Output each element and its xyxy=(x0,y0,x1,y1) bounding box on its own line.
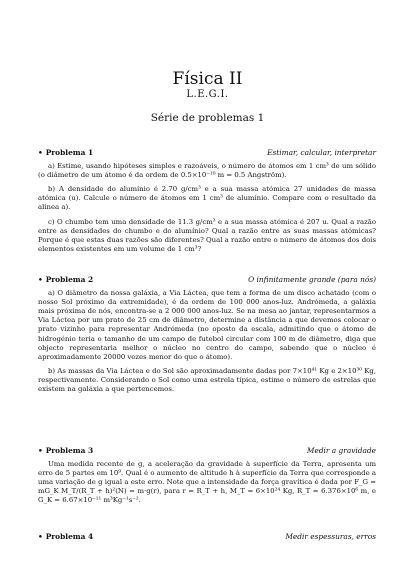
problem-tag: Medir espessuras, erros xyxy=(285,532,376,541)
problem-header xyxy=(38,275,376,284)
page-title: Física II xyxy=(172,69,243,89)
problem-paragraph: b) A densidade do alumínio é 2.70 g/cm³ e a sua massa atómica 27 unidades de massa atómica (u). Calcule o número de átomos em 1 cm³ de alumínio. Compare com o resultado da alínea a). xyxy=(38,185,376,212)
problem-name: Problema 1 xyxy=(45,148,94,157)
problem-name: Problema 2 xyxy=(45,275,94,284)
problem-paragraph: a) O diâmetro da nossa galáxia, a Via Láctea, que tem a forma de um disco achatado (com o nosso Sol próximo da extremidade), é da ordem de 100 000 anos-luz. Andrómeda, a galáxia mais próxima de nós, encontra-se a 2 000 000 anos-luz. Se na mesa ao jantar, representarmos a Via Láctea por um prato de 25 cm de diâmetro, determine a distância a que devemos colocar o prato vizinho para representar Andrómeda (no oposto da escala, admitindo que o átomo de hidrogénio teria o tamanho de um campo de futebol circular com 100 m de diâmetro, diga que objecto representaria melhor o núcleo no centro do campo, sabendo que o núcleo é aproximadamente 20000 vezes menor do que o átomo). xyxy=(38,289,376,361)
problem-name: Problema 3 xyxy=(45,446,94,455)
problem-header xyxy=(38,532,376,541)
problem-section xyxy=(38,446,376,511)
series-title: Série de problemas 1 xyxy=(150,112,265,124)
problem-name: Problema 4 xyxy=(45,532,94,541)
problem-paragraph: a) Estime, usando hipóteses simples e razoáveis, o número de átomos em 1 cm³ de um sólido (o diâmetro de um átomo é da ordem de 0.5×10⁻¹⁰ m = 0.5 Angström). xyxy=(38,162,376,180)
problem-paragraph: c) O chumbo tem uma densidade de 11.3 g/cm³ e a sua massa atómica é 207 u. Qual a razão entre as densidades do chumbo e do alumínio? Qual a razão entre as suas massas atómicas? Porque é que estas duas razões são diferentes? Qual a razão entre o número de átomos dos dois elementos existentes em um volume de 1 cm³? xyxy=(38,217,376,253)
bullet-icon: • xyxy=(38,275,43,284)
bullet-icon: • xyxy=(38,532,43,541)
problem-tag: Estimar, calcular, interpretar xyxy=(267,148,376,157)
problem-header xyxy=(38,446,376,455)
problem-section xyxy=(38,275,376,399)
problem-paragraph: Uma medida recente de g, a aceleração da gravidade à superfície da Terra, apresenta um erro de 5 partes em 10⁹. Qual é o aumento de altitude h à superfície da Terra que corresponde a uma variação de g igual a este erro. Note que a intensidade da força gravítica é dada por F_G = mG_K M_T/(R_T + h)²(N) = m·g(r), para r = R_T + h, M_T = 6×10²⁴ Kg, R_T = 6.376×10⁶ m, e G_K = 6.67×10⁻¹¹ m³Kg⁻¹s⁻². xyxy=(38,460,376,505)
problem-tag: O infinitamente grande (para nós) xyxy=(248,275,376,284)
problem-paragraph: b) As massas da Via Láctea e do Sol são aproximadamente dadas por 7×10⁴¹ Kg e 2×10³⁰ Kg, respectivamente. Considerando o Sol como uma estrela típica, estime o número de estrelas que existem na galáxia a que pertencemos. xyxy=(38,366,376,394)
bullet-icon: • xyxy=(38,148,43,157)
problem-tag: Medir a gravidade xyxy=(306,446,376,455)
course-subtitle: L.E.G.I. xyxy=(186,89,229,100)
problem-section xyxy=(38,148,376,259)
problem-header xyxy=(38,148,376,157)
bullet-icon: • xyxy=(38,446,43,455)
problem-section xyxy=(38,532,376,546)
